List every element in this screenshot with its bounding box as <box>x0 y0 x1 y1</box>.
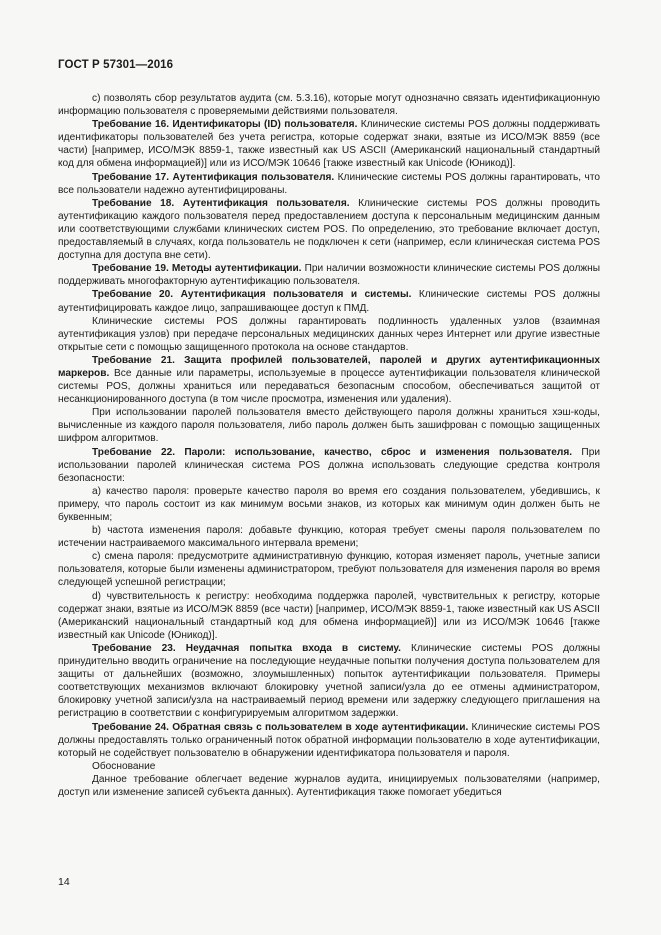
paragraph-text: При использовании паролей клиническая система POS должна использовать следующие средства контроля безопасности: <box>58 446 600 484</box>
page-number: 14 <box>58 876 70 888</box>
paragraph-text: смена пароля: предусмотрите административную функцию, которая изменяет пароль, учетные записи пользователя, которые были изменены администратором, требуют пользователя для изменения пароля во время следующей успешной регистрации; <box>58 551 600 589</box>
requirement-heading: Требование 19. Методы аутентификации. <box>92 263 302 275</box>
paragraph-text: Клинические системы POS должны гарантировать, что все пользователи надежно аутентифицированы. <box>58 171 600 196</box>
requirement-24 <box>58 721 600 760</box>
paragraph-text: Клинические системы POS должны проводить аутентификацию каждого пользователя перед предоставлением доступа к персональным медицинским данным или соответствующими службами клинических систем POS. По определению, это требование включает доступ, предоставляемый в случаях, когда пользователь не подключен к сети (например, если клиническая система POS доступна для доступа вне сети). <box>58 197 600 262</box>
requirement-heading: Требование 24. Обратная связь с пользователем в ходе аутентификации. <box>92 721 469 733</box>
requirement-23 <box>58 642 600 721</box>
list-marker: с) <box>92 551 101 563</box>
list-marker: d) <box>92 590 102 602</box>
requirement-17 <box>58 171 600 197</box>
requirement-heading: Требование 22. Пароли: использование, качество, сброс и изменения пользователя. <box>92 446 573 458</box>
requirement-20-continued: Клинические системы POS должны гарантировать подлинность удаленных узлов (взаимная аутентификация узлов) при передаче персональных медицинских данных через Интернет или другие известные открытые сети с помощью защищенного протокола на основе стандартов. <box>58 315 600 353</box>
list-item-b <box>58 524 600 550</box>
requirement-19 <box>58 262 600 288</box>
requirement-21 <box>58 354 600 406</box>
requirement-heading: Требование 23. Неудачная попытка входа в систему. <box>92 642 401 654</box>
paragraph-text: Клинические системы POS должны принудительно вводить ограничение на последующие неудачные попытки получения доступа пользователем для защиты от дальнейших (возможно, злоумышленных) попыток аутентификации пользователя. Примеры соответствующих механизмов включают блокировку учетной записи/узла до ее отмены администратором, блокировку учетной записи/узла на настраиваемый период времени или задержку следующего приглашения на регистрацию в соответствии с конфигурируемым алгоритмом задержки. <box>58 642 600 720</box>
requirement-heading: Требование 17. Аутентификация пользователя. <box>92 171 335 183</box>
paragraph-text: Все данные или параметры, используемые в процессе аутентификации пользователя клинической системы POS, должны храниться или передаваться безопасным способом, обеспечиваться защитой от несанкционированного доступа (в том числе просмотра, изменения или удаления). <box>58 367 600 406</box>
requirement-20 <box>58 288 600 314</box>
rationale-text: Данное требование облегчает ведение журналов аудита, инициируемых пользователями (например, доступ или изменение записей субъекта данных). Аутентификация также помогает убедиться <box>58 773 600 798</box>
requirement-18 <box>58 197 600 262</box>
list-marker: а) <box>92 485 102 497</box>
paragraph-text: чувствительность к регистру: необходима поддержка паролей, чувствительных к регистру, которые содержат знаки, взятые из ИСО/МЭК 8859 (все части) [например, ИСО/МЭК 8859-1, также известный как US ASCII (Американский национальный стандартный код для обмена информацией)] или из ИСО/МЭК 10646 [также известный как Unicode (Юникод)]. <box>58 590 600 641</box>
list-marker: с) <box>92 93 101 104</box>
document-header: ГОСТ Р 57301—2016 <box>58 59 174 71</box>
paragraph-text: Клинические системы POS должны предоставлять только ограниченный поток обратной информации пользователю в ходе аутентификации, который не содействует пользователю в обнаружении идентификатора пользователя и пароля. <box>58 721 600 759</box>
paragraph-text: Клинические системы POS должны поддерживать идентификаторы пользователей без учета регистра, которые содержат знаки, взятые из ИСО/МЭК 8859 (все части) [например, ИСО/МЭК 8859-1, также известный как US ASCII (Американский национальный стандартный код для обмена информацией)] или из ИСО/МЭК 10646 [также известный как Unicode (Юникод)]. <box>58 119 600 170</box>
paragraph-text: При наличии возможности клинические системы POS должны поддерживать многофакторную аутентификацию пользователя. <box>58 263 600 288</box>
paragraph-text: частота изменения пароля: добавьте функцию, которая требует смены пароля пользователем по истечении настраиваемого максимального интервала времени; <box>58 525 600 550</box>
requirement-heading: Требование 18. Аутентификация пользователя. <box>92 197 350 209</box>
requirement-16 <box>58 118 600 170</box>
rationale-title: Обоснование <box>92 760 156 772</box>
document-body <box>58 92 600 799</box>
list-item-c2 <box>58 550 600 589</box>
paragraph-text: позволять сбор результатов аудита (см. 5.3.16), которые могут однозначно связать идентификационную информацию пользователя с проверяемыми действиями пользователя. <box>58 93 600 118</box>
paragraph-text: качество пароля: проверьте качество пароля во время его создания пользователем, убедившись, к примеру, что пароль состоит из как минимум восьми знаков, из которых как минимум один должен быть не буквенным; <box>58 485 600 523</box>
requirement-22 <box>58 446 600 485</box>
list-item-c <box>58 92 600 118</box>
list-item-d <box>58 590 600 642</box>
requirement-21-continued: При использовании паролей пользователя вместо действующего пароля должны храниться хэш-коды, вычисленные из каждого пароля пользователя, либо пароль должен быть зашифрован с помощью защищенных шифром алгоритмов. <box>58 407 600 445</box>
requirement-heading: Требование 16. Идентификаторы (ID) пользователя. <box>92 119 358 131</box>
requirement-heading: Требование 21. Защита профилей пользователей, паролей и других аутентификационных маркеров. <box>58 354 600 379</box>
list-item-a <box>58 485 600 524</box>
paragraph-text: Клинические системы POS должны аутентифицировать каждое лицо, запрашивающее доступ к ПМД. <box>58 289 600 314</box>
requirement-heading: Требование 20. Аутентификация пользователя и системы. <box>92 289 412 301</box>
list-marker: b) <box>92 525 102 537</box>
